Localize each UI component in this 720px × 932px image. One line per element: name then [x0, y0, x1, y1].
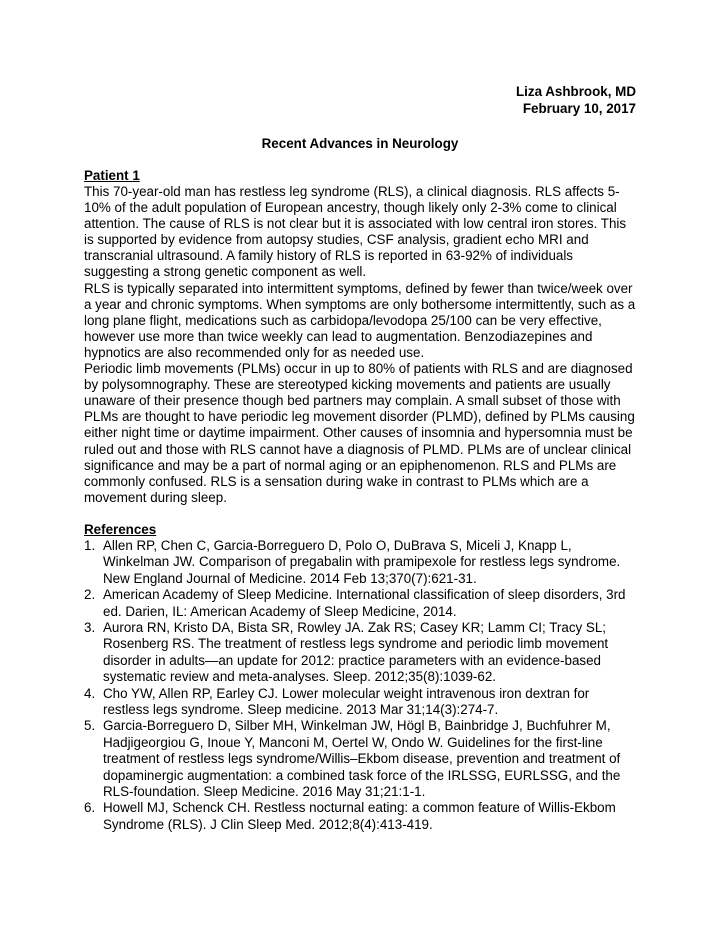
patient-paragraph-2: RLS is typically separated into intermittent symptoms, defined by fewer than twice/week over a year and chronic symptoms. When symptoms are only bothersome intermittently, such as a long plane flight, medications such as carbidopa/levodopa 25/100 can be very effective, however use more than twice weekly can lead to augmentation. Benzodiazepines and hypnotics are also recommended only for as needed use.: [84, 280, 636, 360]
reference-text: American Academy of Sleep Medicine. International classification of sleep disorders, 3rd ed. Darien, IL: American Academy of Sleep Medicine, 2014.: [103, 587, 626, 619]
reference-number: 5.: [84, 718, 96, 734]
patient-paragraph-1: This 70-year-old man has restless leg syndrome (RLS), a clinical diagnosis. RLS affects 5-10% of the adult population of European ancestry, though likely only 2-3% come to clinical attention. The cause of RLS is not clear but it is associated with low central iron stores. This is supported by evidence from autopsy studies, CSF analysis, gradient echo MRI and transcranial ultrasound. A family history of RLS is reported in 63-92% of individuals suggesting a strong genetic component as well.: [84, 184, 627, 280]
patient-heading: Patient 1: [84, 168, 140, 183]
references-heading: References: [84, 521, 157, 537]
reference-number: 3.: [84, 619, 96, 635]
document-title: Recent Advances in Neurology: [261, 136, 459, 151]
author-block: [84, 83, 636, 117]
reference-item: [84, 718, 636, 800]
document-date: February 10, 2017: [522, 101, 636, 116]
reference-text: Allen RP, Chen C, Garcia-Borreguero D, Polo O, DuBrava S, Miceli J, Knapp L, Winkelman JW. Comparison of pregabalin with pramipexole for restless legs syndrome. New England Journal of Medicine. 2014 Feb 13;370(7):621-31.: [103, 537, 621, 586]
reference-item: [84, 587, 636, 620]
reference-number: 6.: [84, 800, 96, 816]
reference-number: 2.: [84, 587, 96, 603]
reference-number: 4.: [84, 685, 96, 701]
reference-item: [84, 620, 636, 686]
patient-paragraph-3: Periodic limb movements (PLMs) occur in up to 80% of patients with RLS and are diagnosed by polysomnography. These are stereotyped kicking movements and patients are usually unaware of their presence though bed partners may complain. A small subset of those with PLMs are thought to have periodic leg movement disorder (PLMD), defined by PLMs causing either night time or daytime impairment. Other causes of insomnia and hypersomnia must be ruled out and those with RLS cannot have a diagnosis of PLMD. PLMs are of unclear clinical significance and may be a part of normal aging or an epiphenomenon. RLS and PLMs are commonly confused. RLS is a sensation during wake in contrast to PLMs which are a movement during sleep.: [84, 361, 635, 505]
reference-text: Howell MJ, Schenck CH. Restless nocturnal eating: a common feature of Willis-Ekbom Syndrome (RLS). J Clin Sleep Med. 2012;8(4):413-419.: [103, 800, 616, 832]
document-page: [84, 83, 636, 833]
reference-item: [84, 686, 636, 719]
reference-text: Aurora RN, Kristo DA, Bista SR, Rowley JA. Zak RS; Casey KR; Lamm CI; Tracy SL; Rosenberg RS. The treatment of restless legs syndrome and periodic limb movement disorder in adults—an update for 2012: practice parameters with an evidence-based systematic review and meta-analyses. Sleep. 2012;35(8):1039-62.: [103, 619, 609, 685]
references-list: [84, 538, 636, 833]
reference-number: 1.: [84, 537, 96, 553]
author-name: Liza Ashbrook, MD: [515, 84, 636, 99]
reference-text: Cho YW, Allen RP, Earley CJ. Lower molecular weight intravenous iron dextran for restless legs syndrome. Sleep medicine. 2013 Mar 31;14(3):274-7.: [103, 685, 590, 717]
reference-item: [84, 800, 636, 833]
reference-item: [84, 538, 636, 587]
reference-text: Garcia-Borreguero D, Silber MH, Winkelman JW, Högl B, Bainbridge J, Buchfuhrer M, Hadjigeorgiou G, Inoue Y, Manconi M, Oertel W, Ondo W. Guidelines for the first-line treatment of restless legs syndrome/Willis–Ekbom disease, prevention and treatment of dopaminergic augmentation: a combined task force of the IRLSSG, EURLSSG, and the RLS-foundation. Sleep Medicine. 2016 May 31;21:1-1.: [103, 718, 621, 799]
